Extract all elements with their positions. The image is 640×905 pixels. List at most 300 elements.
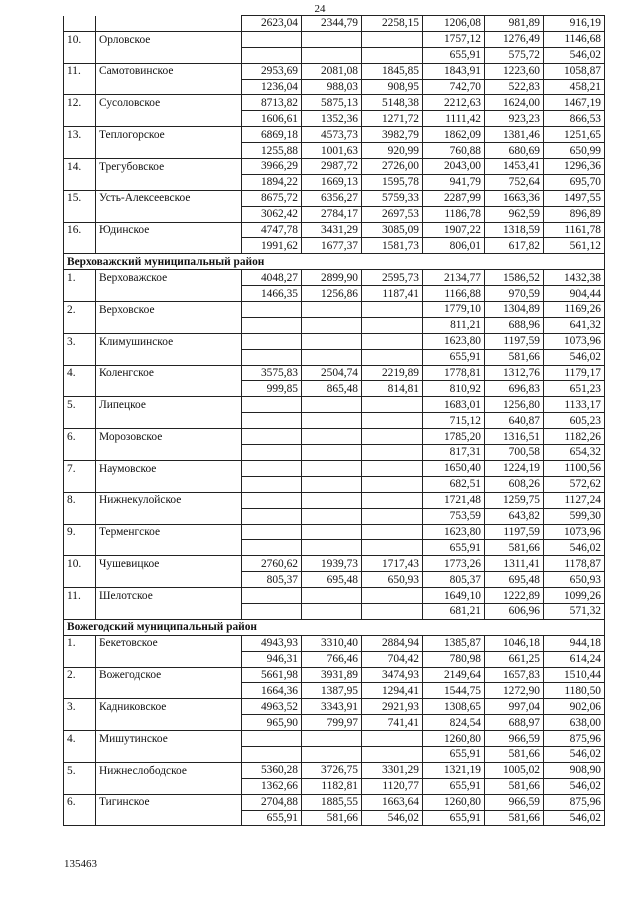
table-row: [64, 174, 605, 190]
value-cell: [302, 731, 362, 747]
value-cell: [362, 317, 423, 333]
value-cell: 575,72: [485, 47, 544, 63]
value-cell: [242, 603, 302, 619]
value-cell: 1005,02: [485, 762, 544, 778]
value-cell: 810,92: [423, 381, 485, 397]
settlement-name: Липецкое: [96, 397, 242, 413]
table-row: [64, 222, 605, 238]
value-cell: 1259,75: [485, 492, 544, 508]
value-cell: 916,19: [544, 16, 605, 32]
settlement-name: Климушинское: [96, 333, 242, 349]
value-cell: [302, 508, 362, 524]
table-row: [64, 731, 605, 747]
value-cell: 680,69: [485, 143, 544, 159]
value-cell: 1453,41: [485, 159, 544, 175]
settlement-name: Усть-Алексеевское: [96, 190, 242, 206]
table-row: [64, 317, 605, 333]
value-cell: 1100,56: [544, 460, 605, 476]
value-cell: [302, 603, 362, 619]
table-row: [64, 603, 605, 619]
table-row: [64, 588, 605, 604]
value-cell: 4747,78: [242, 222, 302, 238]
value-cell: [362, 603, 423, 619]
value-cell: 546,02: [544, 540, 605, 556]
value-cell: 546,02: [544, 47, 605, 63]
table-row: [64, 492, 605, 508]
value-cell: 2219,89: [362, 365, 423, 381]
value-cell: 902,06: [544, 699, 605, 715]
value-cell: 966,59: [485, 794, 544, 810]
settlement-name: Орловское: [96, 31, 242, 47]
value-cell: 1352,36: [302, 111, 362, 127]
value-cell: [362, 445, 423, 461]
row-number: 8.: [64, 492, 96, 508]
value-cell: 2784,17: [302, 206, 362, 222]
table-row: [64, 270, 605, 286]
value-cell: 896,89: [544, 206, 605, 222]
settlement-name-cont: [96, 810, 242, 826]
value-cell: 5875,13: [302, 95, 362, 111]
value-cell: 6356,27: [302, 190, 362, 206]
value-cell: 581,66: [485, 349, 544, 365]
row-number-cont: [64, 381, 96, 397]
row-number-cont: [64, 476, 96, 492]
value-cell: [302, 588, 362, 604]
row-number: 16.: [64, 222, 96, 238]
value-cell: 643,82: [485, 508, 544, 524]
value-cell: [302, 333, 362, 349]
row-number: 4.: [64, 731, 96, 747]
row-number-cont: [64, 317, 96, 333]
value-cell: 695,48: [485, 572, 544, 588]
value-cell: [302, 524, 362, 540]
value-cell: 650,93: [544, 572, 605, 588]
value-cell: [362, 524, 423, 540]
value-cell: 1467,19: [544, 95, 605, 111]
value-cell: 571,32: [544, 603, 605, 619]
value-cell: 970,59: [485, 286, 544, 302]
value-cell: 865,48: [302, 381, 362, 397]
value-cell: 1046,18: [485, 635, 544, 651]
value-cell: 1099,26: [544, 588, 605, 604]
value-cell: [302, 397, 362, 413]
value-cell: 5661,98: [242, 667, 302, 683]
value-cell: 1657,83: [485, 667, 544, 683]
value-cell: 766,46: [302, 651, 362, 667]
row-number: 12.: [64, 95, 96, 111]
settlement-name: Коленгское: [96, 365, 242, 381]
value-cell: 1073,96: [544, 333, 605, 349]
value-cell: 2760,62: [242, 556, 302, 572]
row-number-cont: [64, 715, 96, 731]
value-cell: 3310,40: [302, 635, 362, 651]
value-cell: 1862,09: [423, 127, 485, 143]
value-cell: 2884,94: [362, 635, 423, 651]
table-row: [64, 413, 605, 429]
value-cell: [362, 333, 423, 349]
value-cell: 1186,78: [423, 206, 485, 222]
value-cell: [242, 492, 302, 508]
value-cell: 546,02: [544, 746, 605, 762]
table-row: [64, 762, 605, 778]
settlement-name-cont: [96, 572, 242, 588]
settlement-name: Вожегодское: [96, 667, 242, 683]
value-cell: 2987,72: [302, 159, 362, 175]
row-number-cont: [64, 778, 96, 794]
value-cell: 640,87: [485, 413, 544, 429]
value-cell: 1318,59: [485, 222, 544, 238]
value-cell: [302, 429, 362, 445]
value-cell: 696,83: [485, 381, 544, 397]
value-cell: 1271,72: [362, 111, 423, 127]
value-cell: 2623,04: [242, 16, 302, 32]
value-cell: 1169,26: [544, 302, 605, 318]
row-number-cont: [64, 238, 96, 254]
settlement-name-cont: [96, 286, 242, 302]
table-body: [64, 16, 605, 826]
value-cell: 1991,62: [242, 238, 302, 254]
row-number-cont: [64, 413, 96, 429]
settlement-name: Чушевицкое: [96, 556, 242, 572]
settlement-name: Мишутинское: [96, 731, 242, 747]
value-cell: 715,12: [423, 413, 485, 429]
settlement-name: Кадниковское: [96, 699, 242, 715]
value-cell: [362, 47, 423, 63]
value-cell: 908,95: [362, 79, 423, 95]
value-cell: 1206,08: [423, 16, 485, 32]
value-cell: 1179,17: [544, 365, 605, 381]
value-cell: 1321,19: [423, 762, 485, 778]
value-cell: 962,59: [485, 206, 544, 222]
value-cell: 655,91: [423, 778, 485, 794]
table-row: [64, 810, 605, 826]
value-cell: [242, 508, 302, 524]
value-cell: 1197,59: [485, 524, 544, 540]
value-cell: 581,66: [485, 746, 544, 762]
table-row: [64, 651, 605, 667]
value-cell: 546,02: [544, 810, 605, 826]
value-cell: 546,02: [544, 349, 605, 365]
settlement-name: Нижнеслободское: [96, 762, 242, 778]
settlement-name-cont: [96, 445, 242, 461]
row-number-cont: [64, 746, 96, 762]
table-row: [64, 508, 605, 524]
table-row: [64, 47, 605, 63]
value-cell: 1843,91: [423, 63, 485, 79]
value-cell: 1146,68: [544, 31, 605, 47]
settlement-name-cont: [96, 317, 242, 333]
table-row: [64, 540, 605, 556]
settlement-name: [96, 16, 242, 32]
table-row: [64, 445, 605, 461]
table-row: [64, 667, 605, 683]
value-cell: 599,30: [544, 508, 605, 524]
value-cell: 6869,18: [242, 127, 302, 143]
value-cell: 1255,88: [242, 143, 302, 159]
value-cell: [242, 524, 302, 540]
table-row: [64, 556, 605, 572]
value-cell: 3343,91: [302, 699, 362, 715]
value-cell: 4943,93: [242, 635, 302, 651]
settlement-name: Юдинское: [96, 222, 242, 238]
value-cell: [302, 492, 362, 508]
value-cell: 814,81: [362, 381, 423, 397]
table-row: [64, 206, 605, 222]
value-cell: [302, 47, 362, 63]
table-row: [64, 746, 605, 762]
value-cell: 695,48: [302, 572, 362, 588]
row-number: 6.: [64, 429, 96, 445]
row-number: 6.: [64, 794, 96, 810]
value-cell: 1316,51: [485, 429, 544, 445]
value-cell: 753,59: [423, 508, 485, 524]
row-number-cont: [64, 683, 96, 699]
value-cell: [242, 746, 302, 762]
settlement-name: Бекетовское: [96, 635, 242, 651]
value-cell: 1260,80: [423, 794, 485, 810]
tariff-table: [63, 15, 605, 826]
value-cell: 1381,46: [485, 127, 544, 143]
value-cell: [242, 429, 302, 445]
value-cell: 941,79: [423, 174, 485, 190]
value-cell: 654,32: [544, 445, 605, 461]
value-cell: [302, 540, 362, 556]
settlement-name: Морозовское: [96, 429, 242, 445]
value-cell: 1595,78: [362, 174, 423, 190]
table-row: [64, 16, 605, 32]
value-cell: 1663,36: [485, 190, 544, 206]
value-cell: [362, 31, 423, 47]
row-number-cont: [64, 572, 96, 588]
value-cell: [362, 460, 423, 476]
value-cell: 981,89: [485, 16, 544, 32]
row-number-cont: [64, 349, 96, 365]
row-number-cont: [64, 286, 96, 302]
value-cell: 1256,80: [485, 397, 544, 413]
table-row: [64, 31, 605, 47]
value-cell: 617,82: [485, 238, 544, 254]
settlement-name-cont: [96, 508, 242, 524]
value-cell: 875,96: [544, 794, 605, 810]
value-cell: 688,96: [485, 317, 544, 333]
table-row: [64, 794, 605, 810]
table-row: [64, 111, 605, 127]
value-cell: 2149,64: [423, 667, 485, 683]
settlement-name-cont: [96, 540, 242, 556]
value-cell: [362, 731, 423, 747]
value-cell: 997,04: [485, 699, 544, 715]
table-row: [64, 286, 605, 302]
row-number-cont: [64, 79, 96, 95]
row-number: [64, 16, 96, 32]
value-cell: [242, 731, 302, 747]
row-number: 15.: [64, 190, 96, 206]
value-cell: 605,23: [544, 413, 605, 429]
table-row: [64, 365, 605, 381]
value-cell: 5360,28: [242, 762, 302, 778]
value-cell: 688,97: [485, 715, 544, 731]
row-number: 4.: [64, 365, 96, 381]
value-cell: 1721,48: [423, 492, 485, 508]
settlement-name-cont: [96, 111, 242, 127]
value-cell: [242, 588, 302, 604]
value-cell: 1845,85: [362, 63, 423, 79]
value-cell: 1664,36: [242, 683, 302, 699]
value-cell: 458,21: [544, 79, 605, 95]
value-cell: 965,90: [242, 715, 302, 731]
value-cell: 1663,64: [362, 794, 423, 810]
value-cell: [242, 445, 302, 461]
value-cell: [362, 746, 423, 762]
value-cell: 561,12: [544, 238, 605, 254]
value-cell: [302, 445, 362, 461]
value-cell: 1649,10: [423, 588, 485, 604]
table-row: [64, 524, 605, 540]
table-row: [64, 127, 605, 143]
row-number-cont: [64, 810, 96, 826]
value-cell: 1623,80: [423, 333, 485, 349]
value-cell: 1586,52: [485, 270, 544, 286]
value-cell: 2043,00: [423, 159, 485, 175]
settlement-name: Верховское: [96, 302, 242, 318]
value-cell: 966,59: [485, 731, 544, 747]
row-number: 11.: [64, 588, 96, 604]
row-number: 13.: [64, 127, 96, 143]
value-cell: 581,66: [302, 810, 362, 826]
value-cell: 2704,88: [242, 794, 302, 810]
value-cell: 614,24: [544, 651, 605, 667]
settlement-name-cont: [96, 603, 242, 619]
value-cell: 811,21: [423, 317, 485, 333]
value-cell: 1778,81: [423, 365, 485, 381]
table-row: [64, 143, 605, 159]
value-cell: 1757,12: [423, 31, 485, 47]
table-row: [64, 460, 605, 476]
row-number: 11.: [64, 63, 96, 79]
value-cell: 3966,29: [242, 159, 302, 175]
value-cell: 581,66: [485, 810, 544, 826]
value-cell: 1544,75: [423, 683, 485, 699]
settlement-name-cont: [96, 746, 242, 762]
value-cell: [242, 349, 302, 365]
value-cell: 655,91: [423, 540, 485, 556]
value-cell: 3931,89: [302, 667, 362, 683]
value-cell: 946,31: [242, 651, 302, 667]
value-cell: [362, 302, 423, 318]
value-cell: 1779,10: [423, 302, 485, 318]
value-cell: 1624,00: [485, 95, 544, 111]
value-cell: 944,18: [544, 635, 605, 651]
table-row: [64, 476, 605, 492]
value-cell: 1223,60: [485, 63, 544, 79]
row-number-cont: [64, 445, 96, 461]
value-cell: 1166,88: [423, 286, 485, 302]
table-row: [64, 302, 605, 318]
value-cell: 1432,38: [544, 270, 605, 286]
value-cell: 1120,77: [362, 778, 423, 794]
district-name: Вожегодский муниципальный район: [64, 619, 605, 635]
value-cell: 752,64: [485, 174, 544, 190]
value-cell: [362, 540, 423, 556]
value-cell: 522,83: [485, 79, 544, 95]
table-row: [64, 683, 605, 699]
value-cell: 1161,78: [544, 222, 605, 238]
value-cell: 799,97: [302, 715, 362, 731]
value-cell: 805,37: [242, 572, 302, 588]
value-cell: [302, 302, 362, 318]
value-cell: 742,70: [423, 79, 485, 95]
value-cell: [362, 492, 423, 508]
value-cell: 866,53: [544, 111, 605, 127]
value-cell: 682,51: [423, 476, 485, 492]
value-cell: 1197,59: [485, 333, 544, 349]
row-number-cont: [64, 651, 96, 667]
value-cell: [302, 317, 362, 333]
value-cell: [242, 460, 302, 476]
table-row: [64, 238, 605, 254]
settlement-name-cont: [96, 238, 242, 254]
value-cell: 1510,44: [544, 667, 605, 683]
settlement-name-cont: [96, 47, 242, 63]
row-number: 5.: [64, 762, 96, 778]
value-cell: 1606,61: [242, 111, 302, 127]
value-cell: [362, 397, 423, 413]
value-cell: 655,91: [423, 746, 485, 762]
value-cell: 1773,26: [423, 556, 485, 572]
value-cell: 3301,29: [362, 762, 423, 778]
value-cell: 1466,35: [242, 286, 302, 302]
table-row: [64, 778, 605, 794]
value-cell: 572,62: [544, 476, 605, 492]
value-cell: [242, 302, 302, 318]
value-cell: [362, 476, 423, 492]
value-cell: 2697,53: [362, 206, 423, 222]
value-cell: 1623,80: [423, 524, 485, 540]
value-cell: 1251,65: [544, 127, 605, 143]
value-cell: [302, 476, 362, 492]
row-number-cont: [64, 143, 96, 159]
row-number: 1.: [64, 635, 96, 651]
value-cell: 1387,95: [302, 683, 362, 699]
value-cell: 8675,72: [242, 190, 302, 206]
value-cell: 780,98: [423, 651, 485, 667]
value-cell: 904,44: [544, 286, 605, 302]
value-cell: 1894,22: [242, 174, 302, 190]
value-cell: 655,91: [242, 810, 302, 826]
value-cell: 3062,42: [242, 206, 302, 222]
settlement-name-cont: [96, 413, 242, 429]
table-row: [64, 349, 605, 365]
value-cell: 661,25: [485, 651, 544, 667]
settlement-name: Трегубовское: [96, 159, 242, 175]
settlement-name-cont: [96, 349, 242, 365]
value-cell: 3575,83: [242, 365, 302, 381]
row-number: 14.: [64, 159, 96, 175]
value-cell: 655,91: [423, 349, 485, 365]
district-header-row: [64, 254, 605, 270]
value-cell: 806,01: [423, 238, 485, 254]
value-cell: 2081,08: [302, 63, 362, 79]
value-cell: 546,02: [544, 778, 605, 794]
value-cell: [242, 333, 302, 349]
value-cell: 1785,20: [423, 429, 485, 445]
row-number-cont: [64, 540, 96, 556]
table-row: [64, 79, 605, 95]
row-number: 7.: [64, 460, 96, 476]
value-cell: 681,21: [423, 603, 485, 619]
value-cell: 1111,42: [423, 111, 485, 127]
settlement-name-cont: [96, 143, 242, 159]
